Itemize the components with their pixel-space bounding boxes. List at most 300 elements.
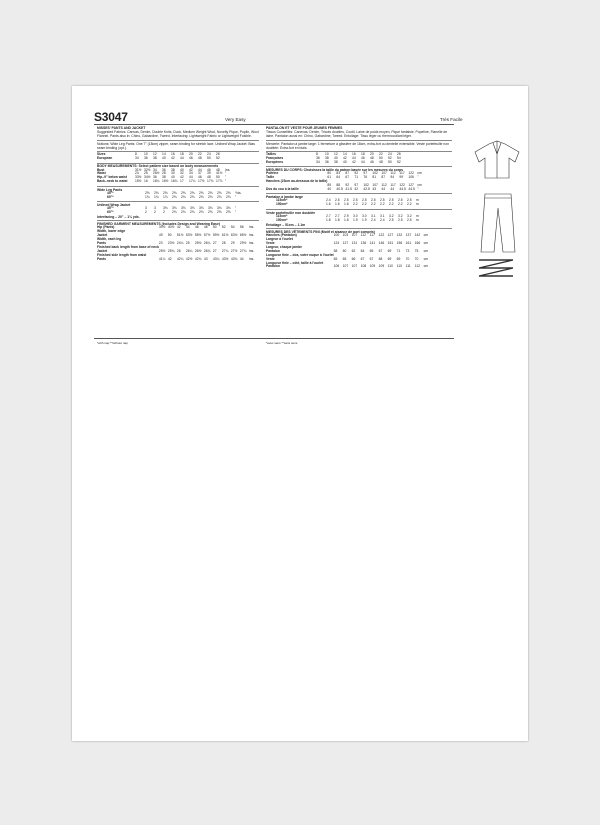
cell-value: 53½ (185, 233, 193, 238)
cell-value: 36 (153, 175, 157, 180)
cell-value: 107 (372, 183, 378, 188)
cell-value: 42¼ (176, 256, 184, 261)
cell-value: 32½ (144, 167, 151, 172)
cell-value: 29 (230, 240, 235, 245)
cell-value: 3.0 (362, 213, 367, 218)
cell-value: 54 (230, 225, 235, 230)
cell-value: 67 (345, 175, 350, 180)
cell-value: 2 (145, 209, 147, 214)
cell-value: 44 (185, 225, 190, 230)
row-label: Waist (97, 171, 106, 176)
cell-value: 92 (354, 171, 359, 176)
cell-value: 106 (333, 264, 340, 269)
cell-value: 28 (221, 240, 226, 245)
cell-value: 60 (342, 248, 347, 253)
unit: " (417, 175, 419, 180)
difficulty-fr: Très Facile (440, 117, 463, 122)
row-label: Width, each leg (97, 237, 122, 242)
table-row: Françaises 36 38 40 42 44 46 48 50 52 54 (266, 156, 401, 161)
en-finished-title: FINISHED GARMENT MEASUREMENTS (Includes Design and Wearing Ease) (97, 222, 220, 227)
cell-value: 100 (333, 233, 340, 238)
cell-value: 69 (387, 248, 392, 253)
cell-value: 3.0 (353, 213, 358, 218)
cell-value: 2⅛ (226, 194, 231, 199)
cell-value: 17¼ (189, 179, 196, 184)
row-label: 45"* (107, 190, 114, 195)
cell-value: 42 (176, 225, 181, 230)
cell-value: 2⅛ (181, 209, 186, 214)
cell-value: 112 (360, 233, 366, 238)
difficulty-en: Very Easy (225, 117, 246, 122)
row-label: Veste (266, 256, 275, 261)
unit: cm (423, 264, 429, 269)
cell-value: 31½ (135, 167, 142, 172)
row-label: Longueur finie – dos, votre nuque à l'ourlet (266, 252, 334, 257)
cell-value: 3⅛ (226, 205, 231, 210)
cell-value: 117 (399, 171, 405, 176)
cell-value: 2⅛ (199, 209, 204, 214)
cell-value: 36 (162, 167, 166, 172)
cell-value: 166 (414, 240, 421, 245)
cell-value: 87 (381, 175, 386, 180)
cell-value: 2⅛ (172, 209, 177, 214)
cell-value: 50 (212, 225, 217, 230)
cell-value: 107 (381, 171, 387, 176)
pattern-envelope-back (72, 86, 528, 741)
cell-value: 2.2 (407, 202, 412, 207)
cell-value: 25 (144, 171, 148, 176)
cell-value: 110 (387, 264, 393, 269)
cell-value: 17⅞ (216, 179, 223, 184)
cell-value: 131 (351, 240, 358, 245)
cell-value: 42 (180, 175, 184, 180)
unit: cm (423, 248, 429, 253)
divider (262, 338, 454, 339)
cell-value: 64 (360, 248, 365, 253)
fr-unlined-table (266, 215, 419, 223)
fr-fabrics: Tissus Conseillés: Canevas, Denim, Tricots doubles, Coutil, Laine de poids moyen, Piqué fantaisie, Popeline, Flanelle de laine. Pantalon aussi en: Chino, Gabardine, Tweed. Entoilage: Tissu léger ou thermocollant léger. (266, 130, 448, 139)
en-unlined-table (97, 207, 236, 215)
row-label: Hip–9" below waist (97, 175, 127, 180)
unit: cm (423, 256, 429, 261)
cell-value: 142 (414, 233, 421, 238)
cell-value: 16¾ (171, 179, 178, 184)
cell-value: 2⅝ (181, 190, 186, 195)
cell-value: 2⅛ (190, 209, 195, 214)
cell-value: 34 (153, 167, 157, 172)
cell-value: 50 (216, 175, 220, 180)
cell-value: 27¼ (221, 248, 229, 253)
cell-value: 117 (369, 233, 375, 238)
cell-value: 63½ (230, 233, 238, 238)
table-row (266, 265, 428, 269)
unit: " (235, 209, 237, 214)
cell-value: 102 (363, 183, 369, 188)
row-label: Jacket (97, 233, 108, 238)
zigzag-detail (479, 260, 513, 276)
cell-value: 71 (396, 248, 401, 253)
cell-value: 51½ (176, 233, 184, 238)
cell-value: 122 (408, 171, 414, 176)
cell-value: 42 (189, 167, 193, 172)
cell-value: 58 (333, 248, 338, 253)
cell-value: 40 (327, 187, 332, 192)
fr-interfacing: Entoilage – 51cm – 1.1m (266, 222, 306, 227)
cell-value: 26½ (153, 171, 160, 176)
cell-value: 2.5 (398, 198, 403, 203)
cell-value: 42½ (185, 256, 193, 261)
fr-unlined-title: Veste portefeuille non doublée (266, 210, 316, 215)
cell-value: 2 (154, 209, 156, 214)
cell-value: 2⅛ (217, 194, 222, 199)
table-row (97, 196, 242, 200)
cell-value: 2⅝ (208, 190, 213, 195)
cell-value: 111 (405, 264, 411, 269)
cell-value: 23½ (167, 240, 175, 245)
cell-value: 55½ (194, 233, 202, 238)
cell-value: 2⅛ (208, 194, 213, 199)
cell-value: 71 (354, 175, 359, 180)
row-label: 150cm* (276, 217, 288, 222)
cell-value: 2.5 (353, 198, 358, 203)
fr-wide-title: Pantalon à jambe large (266, 195, 303, 200)
cell-value: 127 (387, 233, 394, 238)
cell-value: 27 (212, 240, 217, 245)
cell-value: 42¾ (194, 256, 202, 261)
cell-value: 75 (414, 248, 419, 253)
row-label: Hanches (Pantalon) (266, 233, 297, 238)
cell-value: 103 (342, 233, 349, 238)
cell-value: 2.5 (335, 198, 340, 203)
cell-value: 2⅝ (172, 190, 177, 195)
cell-value: 156 (396, 240, 403, 245)
cell-value: 106 (408, 175, 414, 180)
cell-value: 44 (189, 175, 193, 180)
cell-value: 112 (381, 183, 387, 188)
cell-value: 3⅛ (181, 205, 186, 210)
cell-value: 68 (378, 256, 383, 261)
unit: m (416, 217, 419, 222)
cell-value: 62 (351, 248, 356, 253)
table-row: Européens 34 36 38 40 42 44 46 48 50 52 (266, 160, 401, 165)
cell-value: 30 (171, 171, 175, 176)
cell-value: 3.2 (407, 213, 412, 218)
row-label: Finished side length from waist (97, 252, 147, 257)
cell-value: 25½ (158, 248, 166, 253)
cell-value: 2.9 (344, 213, 349, 218)
cell-value: 27¾ (239, 248, 247, 253)
table-row: Sizes 8 10 12 14 16 18 20 22 24 26 (97, 152, 220, 157)
unit: cm (423, 240, 429, 245)
fr-body-title: MESURES DU CORPS: Choisissez la taille du patron basée sur les mesures du corps (266, 168, 403, 173)
cell-value: 1.6 (344, 202, 349, 207)
cell-value: 2⅛ (190, 194, 195, 199)
cell-value: 44.5 (399, 187, 406, 192)
cell-value: 34½ (144, 175, 151, 180)
cell-value: 41¼ (158, 256, 166, 261)
cell-value: 40 (171, 175, 175, 180)
cell-value: 33½ (135, 175, 142, 180)
unit: " (235, 194, 237, 199)
row-label: 115cm* (276, 213, 288, 218)
cell-value: 49 (158, 233, 163, 238)
cell-value: 132 (396, 233, 403, 238)
cell-value: 40.5 (336, 187, 343, 192)
cell-value: 2.5 (398, 217, 403, 222)
cell-value: 2⅝ (199, 190, 204, 195)
cell-value: 70 (405, 256, 410, 261)
cell-value: 2⅝ (154, 190, 159, 195)
row-label: Poitrine (266, 171, 279, 176)
cell-value: 42.5 (363, 187, 370, 192)
cell-value: 85 (327, 183, 332, 188)
en-body-table (97, 169, 230, 185)
en-wide-table (97, 192, 242, 200)
row-label: Pantalon (266, 248, 280, 253)
cell-value: 2⅝ (190, 190, 195, 195)
cell-value: 23 (158, 240, 163, 245)
cell-value: 109 (378, 264, 385, 269)
row-label: 60"* (107, 194, 114, 199)
cell-value: 43¼ (212, 256, 220, 261)
fr-finished-title: MESURES DES VÊTEMENTS FINI (Motif et aisance de port compris) (266, 230, 375, 235)
cell-value: 2⅛ (181, 194, 186, 199)
unit: m (416, 198, 419, 203)
cell-value: 43¾ (230, 256, 238, 261)
cell-value: 46 (198, 175, 202, 180)
cell-value: 2⅝ (217, 209, 222, 214)
cell-value: 136 (360, 240, 367, 245)
cell-value: 94 (390, 175, 395, 180)
unit: " (225, 175, 227, 180)
cell-value: 2.2 (362, 202, 367, 207)
cell-value: 26¼ (185, 248, 193, 253)
row-label: Pantalon (266, 264, 280, 269)
cell-value: 108 (360, 264, 367, 269)
cell-value: 2⅛ (172, 194, 177, 199)
en-size-table (97, 153, 225, 161)
cell-value: 16 (144, 179, 148, 184)
cell-value: 27½ (230, 248, 238, 253)
cell-value: 56 (239, 225, 244, 230)
row-label: 60"* (107, 209, 114, 214)
cell-value: 109 (369, 264, 376, 269)
cell-value: 59½ (212, 233, 220, 238)
cell-value: 44 (390, 187, 395, 192)
en-notions: Notions: Wide Leg Pants: One 7" (18cm) zipper, seam binding for stretch lace. Unlined Wrap Jacket: Bias seam binding (opt.). (97, 141, 255, 150)
cell-value: 81 (372, 175, 377, 180)
pants-drawing (481, 194, 515, 252)
cell-value: 2⅝ (226, 190, 231, 195)
cell-value: 107 (342, 264, 349, 269)
cell-value: 39 (207, 171, 211, 176)
unit: Ins. (248, 225, 255, 230)
cell-value: 2⅝ (226, 209, 231, 214)
cell-value: 2.4 (380, 217, 385, 222)
row-label: Finished back length from base of neck (97, 244, 159, 249)
row-label: Bust (97, 167, 105, 172)
cell-value: 70 (414, 256, 419, 261)
cell-value: 48 (207, 175, 211, 180)
table-row (266, 203, 419, 207)
garment-line-drawings (467, 134, 527, 284)
cell-value: 28 (162, 171, 166, 176)
table-row (97, 180, 230, 184)
cell-value: 32 (180, 171, 184, 176)
cell-value: 3 (145, 205, 147, 210)
row-label: 115cm* (276, 198, 288, 203)
cell-value: 16½ (162, 179, 169, 184)
row-label: Dos du cou à la taille (266, 187, 299, 192)
cell-value: 122 (399, 183, 405, 188)
divider (94, 338, 262, 339)
cell-value: 112 (414, 264, 420, 269)
cell-value: 2.5 (389, 217, 394, 222)
cell-value: 46 (194, 225, 199, 230)
fr-finished-table (266, 234, 428, 269)
cell-value: 1.6 (335, 202, 340, 207)
cell-value: 107 (351, 264, 358, 269)
cell-value: 25½ (194, 240, 202, 245)
cell-value: 66 (351, 256, 356, 261)
cell-value: 43 (203, 256, 208, 261)
cell-value: 127 (342, 240, 349, 245)
cell-value: 127 (408, 183, 414, 188)
cell-value: 25 (185, 240, 190, 245)
unit: Yds. (235, 190, 242, 195)
en-wide-title: Wide Leg Pants (97, 187, 123, 192)
cell-value: 65 (333, 256, 338, 261)
cell-value: 151 (387, 240, 394, 245)
cell-value: 48 (216, 167, 220, 172)
french-column (266, 126, 452, 269)
row-label: Pants (97, 256, 106, 261)
cell-value: 3.1 (380, 213, 385, 218)
cell-value: 50 (167, 233, 172, 238)
cell-value: 76 (363, 175, 368, 180)
cell-value: 2.5 (362, 198, 367, 203)
cell-value: 2.4 (326, 198, 331, 203)
cell-value: 26¼ (203, 240, 211, 245)
cell-value: 27 (212, 248, 217, 253)
unit: Ins. (248, 256, 255, 261)
row-label: Pants (97, 240, 106, 245)
cell-value: 42 (167, 256, 172, 261)
cell-value: 88 (336, 183, 341, 188)
cell-value: 44 (239, 256, 244, 261)
cell-value: 3⅛ (208, 205, 213, 210)
cell-value: 3.1 (371, 213, 376, 218)
fr-body-table (266, 172, 422, 192)
cell-value: 57½ (203, 233, 211, 238)
cell-value: 44 (198, 167, 202, 172)
cell-value: 146 (378, 240, 385, 245)
unit: Ins. (225, 167, 231, 172)
cell-value: 69 (396, 256, 401, 261)
cell-value: 3⅛ (199, 205, 204, 210)
unit: Ins. (248, 248, 255, 253)
unit: " (225, 171, 227, 176)
cell-value: 29½ (239, 240, 247, 245)
cell-value: 67 (369, 256, 374, 261)
pattern-code: S3047 (94, 110, 128, 124)
cell-value: 2.2 (389, 202, 394, 207)
cell-value: 2⅝ (163, 190, 168, 195)
table-row: European 34 36 38 40 42 44 46 48 50 52 (97, 156, 220, 161)
en-body-title: BODY MEASUREMENTS: Select pattern size based on body measurements (97, 164, 219, 169)
cell-value: 69 (387, 256, 392, 261)
cell-value: 1¾ (145, 194, 150, 199)
en-unlined-title: Unlined Wrap Jacket (97, 202, 131, 207)
cell-value: 65½ (239, 233, 247, 238)
cell-value: 122 (378, 233, 385, 238)
cell-value: 3⅛ (190, 205, 195, 210)
cell-value: 2⅛ (199, 194, 204, 199)
cell-value: 2.2 (380, 202, 385, 207)
cell-value: 2.5 (380, 198, 385, 203)
cell-value: 17½ (198, 179, 205, 184)
fr-title: PANTALON ET VESTE POUR JEUNES FEMMES (266, 126, 343, 130)
cell-value: 107 (351, 233, 358, 238)
row-label: Hanches (23cm au-dessous de la taille) (266, 179, 328, 184)
cell-value: 1.8 (326, 217, 331, 222)
cell-value: 42 (354, 187, 359, 192)
unit: m (416, 202, 419, 207)
cell-value: 65 (342, 256, 347, 261)
cell-value: 2.2 (398, 202, 403, 207)
en-fabrics: Suggested Fabrics: Canvas, Denim, Double Knits, Duck, Medium Weight Wool, Novelty Pique, Poplin, Wool Flannel. Pants also in: Chino, Gabardine, Tweed. Interfacing: Lightweight Fabric or Lightweight Fusible. (97, 130, 259, 139)
fr-footnote: *avec sens **sans sens (266, 341, 298, 345)
cell-value: 24¼ (176, 240, 184, 245)
cell-value: 43½ (221, 256, 229, 261)
unit: Ins. (248, 240, 255, 245)
cell-value: 117 (390, 183, 396, 188)
cell-value: 1.8 (344, 217, 349, 222)
fr-wide-table (266, 199, 419, 207)
cell-value: 2.5 (407, 198, 412, 203)
row-label: 45"* (107, 205, 114, 210)
cell-value: 2⅝ (145, 190, 150, 195)
cell-value: 65 (369, 248, 374, 253)
cell-value: 34 (189, 171, 193, 176)
cell-value: 141 (369, 240, 376, 245)
cell-value: 67 (378, 248, 383, 253)
unit: cm (417, 171, 422, 176)
cell-value: 37 (198, 171, 202, 176)
cell-value: 1⅞ (163, 194, 168, 199)
cell-value: 2⅝ (208, 209, 213, 214)
unit: m (416, 213, 419, 218)
cell-value: 3⅛ (163, 205, 168, 210)
unit: cm (417, 183, 422, 188)
cell-value: 2.7 (326, 213, 331, 218)
cell-value: 137 (405, 233, 412, 238)
row-label: 150cm* (276, 202, 288, 207)
cell-value: 41½ (216, 171, 223, 176)
cell-value: 2.5 (407, 217, 412, 222)
cell-value: 38 (171, 167, 175, 172)
cell-value: 2.5 (371, 198, 376, 203)
cell-value: 17¾ (207, 179, 214, 184)
cell-value: 110 (396, 264, 402, 269)
english-column (97, 126, 259, 262)
cell-value: 2.4 (371, 217, 376, 222)
cell-value: 25¾ (167, 248, 175, 253)
row-label: Hip (Pants) (97, 225, 115, 230)
row-label: Back–neck to waist (97, 179, 128, 184)
cell-value: 2.2 (353, 202, 358, 207)
cell-value: 87 (345, 171, 350, 176)
